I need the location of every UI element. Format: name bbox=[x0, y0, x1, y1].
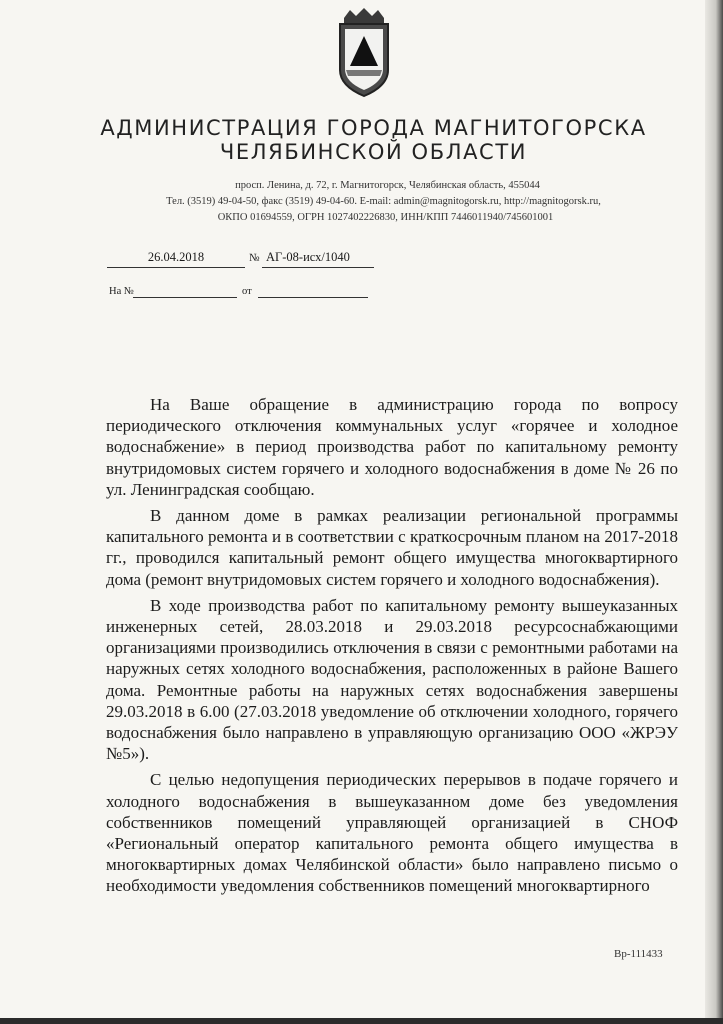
incoming-number-blank bbox=[133, 283, 237, 298]
phones-line: Тел. (3519) 49-04-50, факс (3519) 49-04-60. E-mail: admin@magnitogorsk.ru, http://magnitogorsk.ru, bbox=[166, 196, 601, 207]
scan-edge-shadow bbox=[705, 0, 723, 1024]
incoming-number-label: На № bbox=[109, 286, 134, 297]
paragraph-2: В данном доме в рамках реализации региональной программы капитального ремонта и в соответствии с краткосрочным планом на 2017-2018 гг., проводился капитальный ремонт общего имущества многоквартирного дома (ремонт внутридомовых систем горячего и холодного водоснабжения). bbox=[106, 506, 678, 589]
address-line: просп. Ленина, д. 72, г. Магнитогорск, Челябинская область, 455044 bbox=[235, 180, 540, 191]
scan-bottom-edge bbox=[0, 1018, 723, 1024]
letter-date: 26.04.2018 bbox=[107, 250, 245, 268]
organization-name-line1: АДМИНИСТРАЦИЯ ГОРОДА МАГНИТОГОРСКА bbox=[100, 116, 647, 140]
city-coat-of-arms-icon bbox=[332, 6, 396, 98]
paragraph-1: На Ваше обращение в администрацию города по вопросу периодического отключения коммунальных услуг «горячее и холодное водоснабжение» в период производства работ по капитальному ремонту внутридомовых систем горячего и холодного водоснабжения в доме № 26 по ул. Ленинградская сообщаю. bbox=[106, 395, 678, 499]
organization-name-line2: ЧЕЛЯБИНСКОЙ ОБЛАСТИ bbox=[219, 140, 528, 164]
letter-body bbox=[106, 394, 678, 902]
incoming-date-label: от bbox=[242, 286, 252, 297]
document-code: Вр-111433 bbox=[614, 948, 663, 960]
incoming-date-blank bbox=[258, 283, 368, 298]
paragraph-3: В ходе производства работ по капитальному ремонту вышеуказанных инженерных сетей, 28.03.2018 и 29.03.2018 ресурсоснабжающими организациями производились отключения в связи с ремонтными работами на наружных сетях холодного водоснабжения, расположенных в районе Вашего дома. Ремонтные работы на наружных сетях водоснабжения завершены 29.03.2018 в 6.00 (27.03.2018 уведомление об отключении холодного, горячего водоснабжения было направлено в управляющую организацию ООО «ЖРЭУ №5»). bbox=[106, 595, 678, 764]
letter-number: АГ-08-исх/1040 bbox=[262, 250, 374, 268]
codes-line: ОКПО 01694559, ОГРН 1027402226830, ИНН/КПП 7446011940/745601001 bbox=[217, 212, 554, 223]
number-label: № bbox=[249, 252, 260, 264]
paragraph-4: С целью недопущения периодических перерывов в подаче горячего и холодного водоснабжения в вышеуказанном доме без уведомления собственников помещений управляющей организацией в СНОФ «Региональный оператор капитального ремонта общего имущества в многоквартирных домах Челябинской области» было направлено письмо о необходимости уведомления собственников помещений многоквартирного bbox=[106, 770, 678, 896]
